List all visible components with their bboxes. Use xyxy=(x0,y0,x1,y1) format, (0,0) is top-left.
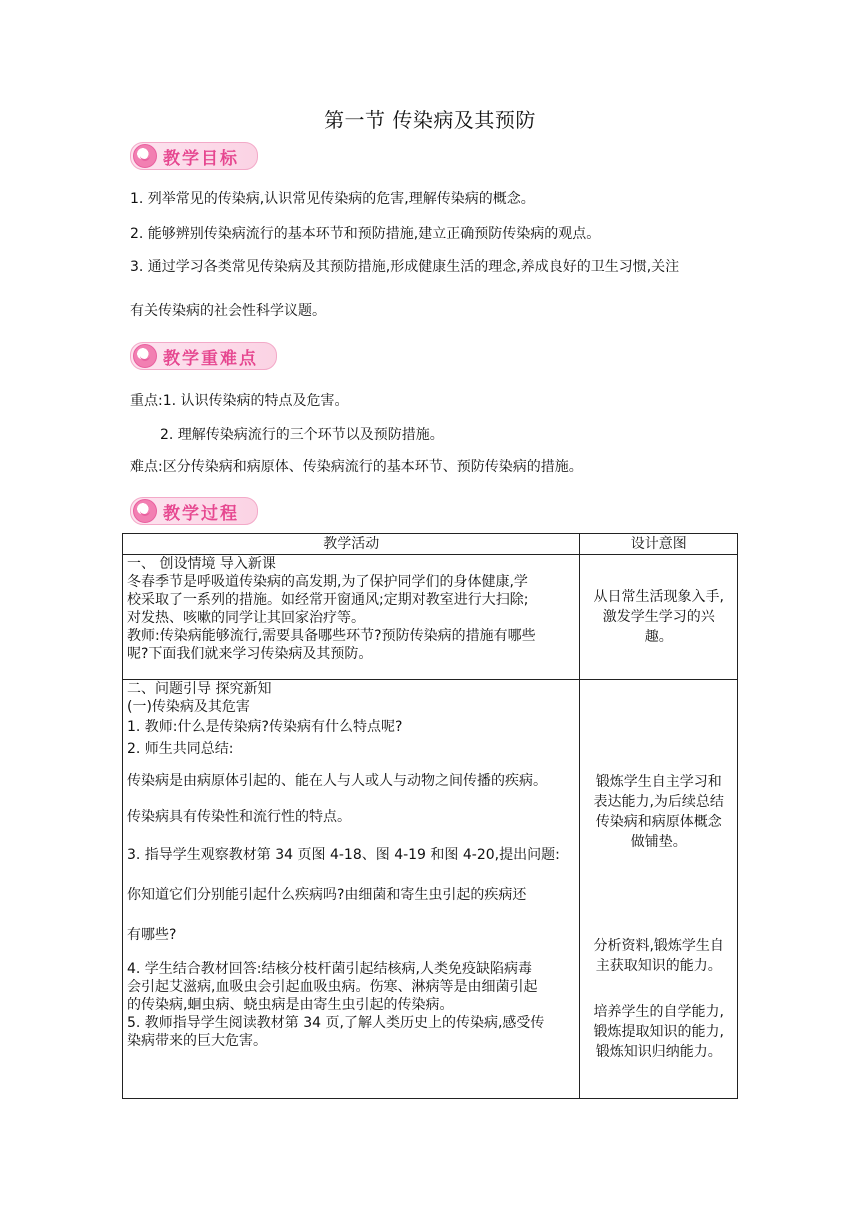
activity-line: 对发热、咳嗽的同学让其回家治疗等。 xyxy=(127,610,365,626)
page-title: 第一节 传染病及其预防 xyxy=(324,108,536,132)
objective-item: 2. 能够辨别传染病流行的基本环节和预防措施,建立正确预防传染病的观点。 xyxy=(130,226,601,242)
section-badge-process xyxy=(130,497,258,525)
section-heading: 教学过程 xyxy=(163,503,239,524)
section-heading: 教学目标 xyxy=(163,148,239,169)
lesson-table xyxy=(122,533,738,1099)
activity-line: 染病带来的巨大危害。 xyxy=(127,1033,267,1049)
intent-line: 培养学生的自学能力, xyxy=(593,1004,724,1020)
intent-line: 传染病和病原体概念 xyxy=(595,814,722,830)
activity-line: 教师:传染病能够流行,需要具备哪些环节?预防传染病的措施有哪些 xyxy=(127,628,536,644)
intent-line: 主获取知识的能力。 xyxy=(595,958,722,974)
intent-line: 表达能力,为后续总结 xyxy=(593,794,724,810)
activity-line: 你知道它们分别能引起什么疾病吗?由细菌和寄生虫引起的疾病还 xyxy=(127,887,527,903)
lotus-icon xyxy=(133,499,157,523)
intent-line: 趣。 xyxy=(644,629,673,645)
objective-item: 3. 通过学习各类常见传染病及其预防措施,形成健康生活的理念,养成良好的卫生习惯,关注 xyxy=(130,259,680,275)
objective-item: 有关传染病的社会性科学议题。 xyxy=(130,303,326,319)
key-point-item: 2. 理解传染病流行的三个环节以及预防措施。 xyxy=(160,427,444,443)
activity-line: 传染病是由病原体引起的、能在人与人或人与动物之间传播的疾病。 xyxy=(127,773,547,789)
activity-line: 校采取了一系列的措施。如经常开窗通风;定期对教室进行大扫除; xyxy=(127,592,529,608)
table-header-row xyxy=(123,534,738,555)
table-row xyxy=(123,680,738,1099)
activity-line: 冬春季节是呼吸道传染病的高发期,为了保护同学们的身体健康,学 xyxy=(127,574,528,590)
activity-line: 一、 创设情境 导入新课 xyxy=(127,556,276,572)
activity-line: 4. 学生结合教材回答:结核分枝杆菌引起结核病,人类免疫缺陷病毒 xyxy=(127,961,532,977)
column-header: 教学活动 xyxy=(123,534,580,555)
activity-line: 3. 指导学生观察教材第 34 页图 4-18、图 4-19 和图 4-20,提出问题: xyxy=(127,847,560,863)
intent-cell xyxy=(580,555,738,680)
objective-item: 1. 列举常见的传染病,认识常见传染病的危害,理解传染病的概念。 xyxy=(130,191,535,207)
intent-line: 锻炼知识归纳能力。 xyxy=(595,1044,722,1060)
intent-cell xyxy=(580,680,738,1099)
activity-line: 会引起艾滋病,血吸虫会引起血吸虫病。伤寒、淋病等是由细菌引起 xyxy=(127,979,538,995)
section-badge-objectives xyxy=(130,142,258,170)
activity-line: 5. 教师指导学生阅读教材第 34 页,了解人类历史上的传染病,感受传 xyxy=(127,1015,545,1031)
intent-line: 激发学生学习的兴 xyxy=(602,609,715,625)
intent-line: 从日常生活现象入手, xyxy=(593,589,724,605)
activity-cell xyxy=(123,680,580,1099)
intent-line: 锻炼提取知识的能力, xyxy=(593,1024,724,1040)
activity-line: 1. 教师:什么是传染病?传染病有什么特点呢? xyxy=(127,719,403,735)
intent-line: 分析资料,锻炼学生自 xyxy=(593,938,724,954)
column-header: 设计意图 xyxy=(580,534,738,555)
activity-line: 呢?下面我们就来学习传染病及其预防。 xyxy=(127,646,373,662)
activity-line: (一)传染病及其危害 xyxy=(127,699,250,715)
intent-line: 锻炼学生自主学习和 xyxy=(595,774,722,790)
activity-line: 二、问题引导 探究新知 xyxy=(127,681,272,697)
lotus-icon xyxy=(133,344,157,368)
lotus-icon xyxy=(133,144,157,168)
table-row xyxy=(123,555,738,680)
difficulty-item: 难点:区分传染病和病原体、传染病流行的基本环节、预防传染病的措施。 xyxy=(130,459,583,475)
activity-cell xyxy=(123,555,580,680)
activity-line: 有哪些? xyxy=(127,927,177,943)
activity-line: 的传染病,蛔虫病、蛲虫病是由寄生虫引起的传染病。 xyxy=(127,997,454,1013)
intent-line: 做铺垫。 xyxy=(630,834,687,850)
activity-line: 2. 师生共同总结: xyxy=(127,741,234,757)
section-badge-key-points xyxy=(130,342,277,370)
section-heading: 教学重难点 xyxy=(163,348,258,369)
key-point-item: 重点:1. 认识传染病的特点及危害。 xyxy=(130,393,349,409)
activity-line: 传染病具有传染性和流行性的特点。 xyxy=(127,809,351,825)
